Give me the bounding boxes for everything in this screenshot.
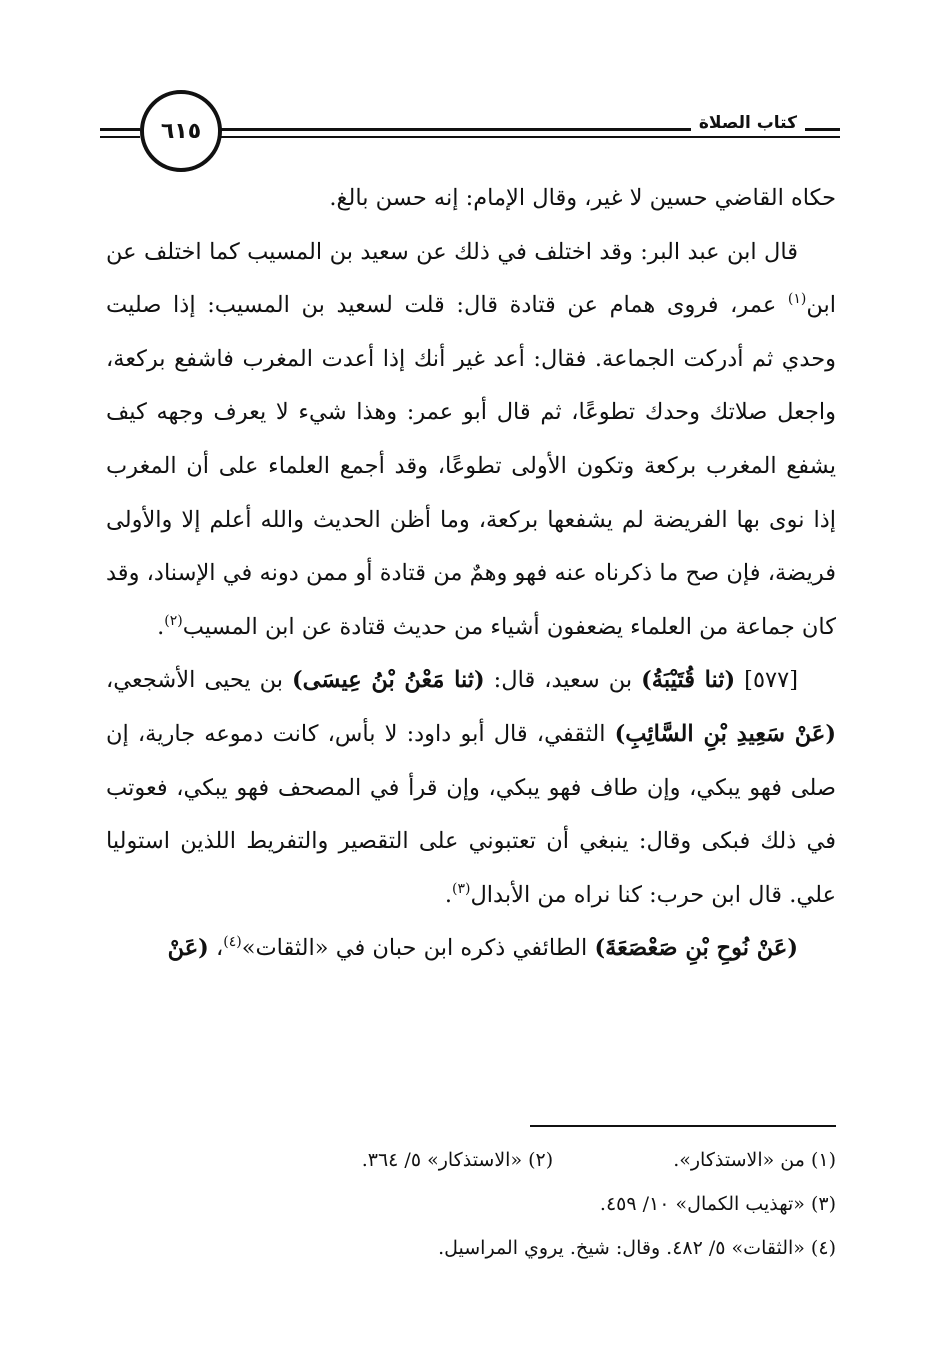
- narrator-bold: (ثنا مَعْنُ بْنُ عِيسَى): [292, 667, 485, 694]
- paragraph-text: .: [444, 881, 452, 908]
- main-text: [106, 172, 836, 976]
- page-number: ٦١٥: [140, 90, 222, 172]
- narrator-bold: (عَنْ نُوحِ بْنِ صَعْصَعَةَ): [594, 935, 798, 962]
- footnote-2: (٢) «الاستذكار» ٥/ ٣٦٤.: [361, 1149, 554, 1171]
- footnote-line: [180, 1138, 836, 1182]
- paragraph: [106, 226, 836, 655]
- header-rule: [220, 136, 840, 138]
- narrator-bold: (عَنْ: [167, 935, 209, 962]
- page-header: [100, 88, 840, 168]
- hadith-number: [٥٧٧]: [744, 667, 798, 694]
- paragraph: [106, 654, 836, 922]
- paragraph-text: بن سعيد، قال:: [484, 667, 642, 694]
- narrator-bold: (ثنا قُتَيْبَةُ): [641, 667, 736, 694]
- footnote-3: (٣) «تهذيب الكمال» ١٠/ ٤٥٩.: [599, 1193, 836, 1215]
- footnote-line: [180, 1226, 836, 1270]
- running-title: كتاب الصلاة: [691, 113, 805, 133]
- header-rule: [100, 136, 140, 138]
- footnote-1: (١) من «الاستذكار».: [673, 1149, 836, 1171]
- footnote-line: [180, 1182, 836, 1226]
- paragraph-text: الطائفي ذكره ابن حبان في «الثقات»: [241, 935, 595, 962]
- footnote-ref: (١): [787, 291, 807, 308]
- paragraph: [106, 922, 836, 976]
- header-rule: [100, 128, 140, 131]
- footnote-ref: (٢): [164, 612, 183, 629]
- footnote-4: (٤) «الثقات» ٥/ ٤٨٢. وقال: شيخ. يروي المراسيل.: [438, 1237, 836, 1259]
- paragraph-text: بن يحيى الأشجعي،: [106, 667, 293, 694]
- footnote-ref: (٣): [451, 880, 471, 897]
- paragraph: [106, 172, 836, 226]
- paragraph-text: قال ابن عبد البر: وقد اختلف في ذلك عن سعيد بن المسيب كما اختلف عن ابن: [106, 238, 836, 319]
- paragraph-text: الثقفي، قال أبو داود: لا بأس، كانت دموعه جارية، إن صلى فهو يبكي، وإن طاف فهو يبكي، وإن قرأ في المصحف فهو يبكي، فعوتب في ذلك فبكى وقال: ينبغي أن تعتبوني على التقصير والتفريط اللذين استوليا علي. قال ابن حرب: كنا نراه من الأبدال: [106, 720, 836, 908]
- paragraph-text: ،: [208, 935, 224, 962]
- paragraph-text: .: [157, 613, 165, 640]
- footnote-separator: [530, 1125, 836, 1127]
- footnotes: [180, 1138, 836, 1270]
- footnote-ref: (٤): [223, 934, 242, 951]
- paragraph-text: عمر، فروى همام عن قتادة قال: قلت لسعيد بن المسيب: إذا صليت وحدي ثم أدركت الجماعة. فقال: أعد غير أنك إذا أعدت المغرب فاشفع بركعة، واجعل صلاتك وحدك تطوعًا، ثم قال أبو عمر: وهذا شيء لا يعرف وجهه كيف يشفع المغرب بركعة وتكون الأولى تطوعًا، وقد أجمع العلماء على أن المغرب إذا نوى بها الفريضة لم يشفعها بركعة، وما أظن الحديث والله أعلم إلا والأولى فريضة، فإن صح ما ذكرناه عنه فهو وهمٌ من قتادة أو ممن دونه في الإسناد، وقد كان جماعة من العلماء يضعفون أشياء من حديث قتادة عن ابن المسيب: [106, 292, 836, 640]
- narrator-bold: (عَنْ سَعِيدِ بْنِ السَّائِبِ): [614, 720, 836, 747]
- paragraph-text: حكاه القاضي حسين لا غير، وقال الإمام: إنه حسن بالغ.: [329, 185, 836, 211]
